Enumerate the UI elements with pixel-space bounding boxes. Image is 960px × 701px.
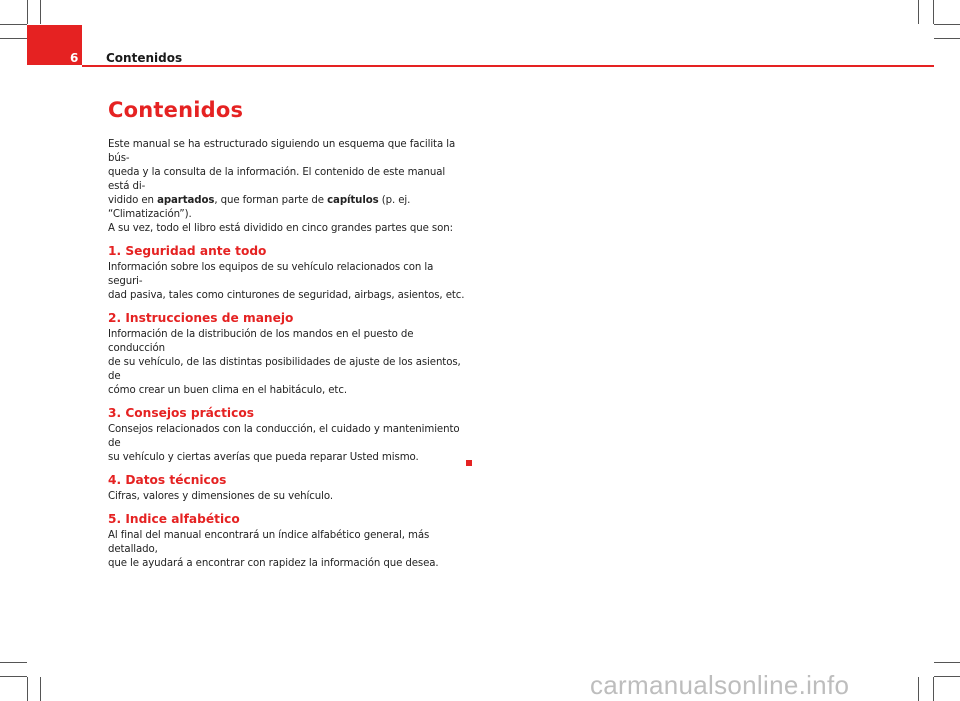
section-heading: 5. Indice alfabético [108, 512, 240, 526]
page-number: 6 [70, 51, 79, 65]
body-line: Cifras, valores y dimensiones de su vehículo. [108, 491, 333, 502]
intro-line: Este manual se ha estructurado siguiendo un esquema que facilita la bús- [108, 139, 456, 164]
section-seguridad [108, 244, 468, 303]
header-rule [82, 65, 934, 67]
crop-mark-top-left-vertical [27, 0, 28, 24]
crop-mark-bottom-left-inner-horizontal [0, 662, 27, 663]
section-heading: 1. Seguridad ante todo [108, 244, 267, 258]
body-line: que le ayudará a encontrar con rapidez la información que desea. [108, 558, 439, 569]
body-line: Información de la distribución de los mandos en el puesto de conducción [108, 329, 414, 354]
section-heading: 2. Instrucciones de manejo [108, 311, 294, 325]
crop-mark-top-right-inner-horizontal [934, 38, 960, 39]
body-line: dad pasiva, tales como cinturones de seguridad, airbags, asientos, etc. [108, 290, 465, 301]
page-title: Contenidos [108, 98, 244, 122]
main-content [108, 98, 468, 579]
body-line: su vehículo y ciertas averías que pueda reparar Usted mismo. [108, 452, 419, 463]
crop-mark-bottom-right-horizontal [934, 676, 960, 677]
section-datos [108, 473, 468, 504]
section-body [108, 490, 468, 504]
watermark: carmanualsonline.info [590, 670, 850, 700]
crop-mark-bottom-left-inner-vertical [40, 677, 41, 701]
section-body [108, 328, 468, 398]
crop-mark-top-left-horizontal [0, 24, 27, 25]
body-line: cómo crear un buen clima en el habitáculo, etc. [108, 385, 347, 396]
body-line: Consejos relacionados con la conducción, el cuidado y mantenimiento de [108, 424, 460, 449]
section-instrucciones [108, 311, 468, 398]
section-body [108, 529, 468, 571]
running-header-title: Contenidos [106, 51, 183, 65]
crop-mark-top-right-inner-vertical [918, 0, 919, 24]
intro-line: A su vez, todo el libro está dividido en cinco grandes partes que son: [108, 223, 453, 234]
section-heading: 3. Consejos prácticos [108, 406, 254, 420]
section-indice [108, 512, 468, 571]
crop-mark-bottom-right-inner-vertical [918, 677, 919, 701]
section-body [108, 423, 468, 465]
crop-mark-top-left-inner-horizontal [0, 38, 27, 39]
crop-mark-top-right-vertical [933, 0, 934, 24]
body-line: de su vehículo, de las distintas posibilidades de ajuste de los asientos, de [108, 357, 461, 382]
section-heading: 4. Datos técnicos [108, 473, 227, 487]
intro-line: (p. ej. “Climatización”). [108, 195, 411, 220]
intro-bold-term: capítulos [327, 195, 379, 206]
intro-line: queda y la consulta de la información. El contenido de este manual está di- [108, 167, 446, 192]
crop-mark-bottom-right-vertical [933, 677, 934, 701]
crop-mark-bottom-left-horizontal [0, 676, 27, 677]
crop-mark-top-right-horizontal [934, 24, 960, 25]
section-body [108, 261, 468, 303]
crop-mark-bottom-right-inner-horizontal [934, 662, 960, 663]
body-line: Información sobre los equipos de su vehículo relacionados con la seguri- [108, 262, 434, 287]
intro-bold-term: apartados [157, 195, 215, 206]
intro-paragraph [108, 138, 468, 236]
section-consejos [108, 406, 468, 465]
intro-line: , que forman parte de [214, 195, 328, 206]
crop-mark-bottom-left-vertical [27, 677, 28, 701]
body-line: Al final del manual encontrará un índice alfabético general, más detallado, [108, 530, 430, 555]
intro-line: vidido en [108, 195, 158, 206]
end-of-section-marker [466, 460, 472, 466]
crop-mark-top-left-inner-vertical [40, 0, 41, 24]
